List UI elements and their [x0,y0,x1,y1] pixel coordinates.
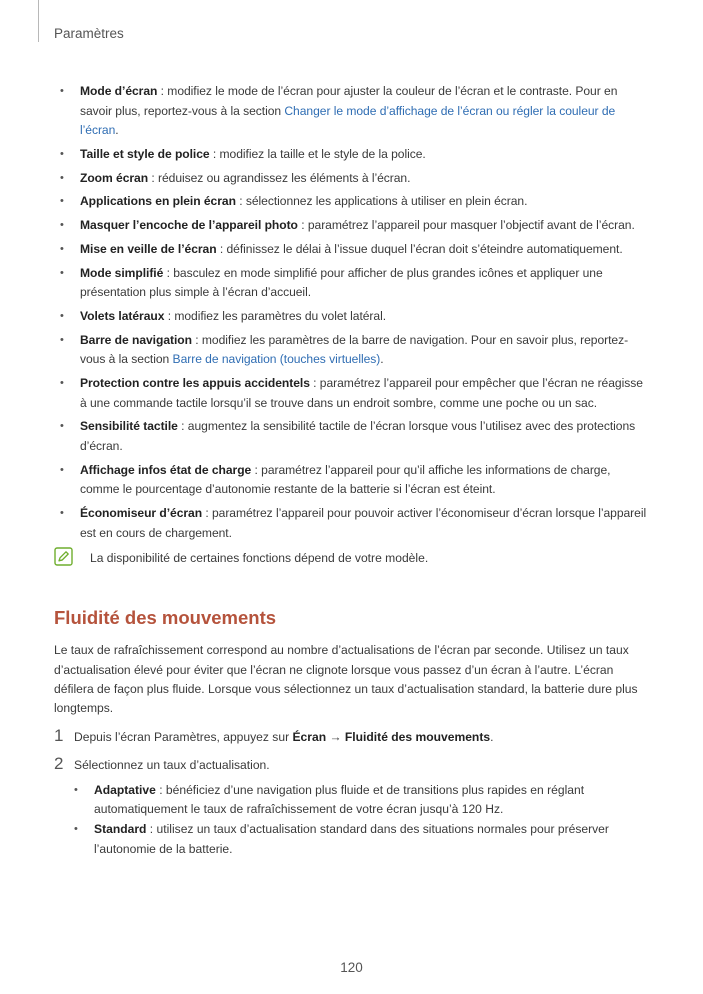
bullet-icon: • [74,783,78,796]
list-item: • Mode d’écran : modifiez le mode de l’écran pour ajuster la couleur de l’écran et le contraste. Pour en savoir plus, reportez-vous à la section Changer le mode d’affichage de l’écran ou régler la couleur de l’écran. [60,84,618,137]
bullet-icon: • [60,147,64,160]
note-text: La disponibilité de certaines fonctions dépend de votre modèle. [90,551,429,566]
page-content [54,82,650,860]
list-item: • Économiseur d’écran : paramétrez l’appareil pour pouvoir activer l’économiseur d’écran lorsque l’appareil est en cours de chargement. [60,506,647,540]
note-box [54,547,650,571]
bullet-icon: • [60,420,64,433]
list-item: • Affichage infos état de charge : paramétrez l’appareil pour qu’il affiche les informations de charge, comme le pourcentage d’autonomie restante de la batterie si l’écran est éteint. [60,462,611,497]
list-item: • Mise en veille de l’écran : définissez le délai à l’issue duquel l’écran doit s’éteindre automatiquement. [54,240,650,260]
bullet-icon: • [74,823,78,836]
bullet-icon: • [60,333,64,346]
section-title: Fluidité des mouvements [54,607,277,629]
list-item: • Volets latéraux : modifiez les paramètres du volet latéral. [54,307,650,327]
section-link[interactable]: Changer le mode d’affichage de l’écran ou régler la couleur de l’écran [80,103,616,137]
section-link[interactable]: Barre de navigation (touches virtuelles) [172,352,381,367]
bullet-icon: • [60,242,64,255]
list-item: • Standard : utilisez un taux d’actualisation standard dans des situations normales pour préserver l’autonomie de la batterie. [74,822,609,856]
header-rule [38,0,39,42]
refresh-rate-options [54,781,650,860]
bullet-icon: • [60,195,64,208]
list-item: • Mode simplifié : basculez en mode simplifié pour afficher de plus grandes icônes et appliquer une présentation plus simple à l’écran d’accueil. [60,265,603,300]
bullet-icon: • [60,463,64,476]
list-item: • Adaptative : bénéficiez d’une navigation plus fluide et de transitions plus rapides en réglant automatiquement le taux de rafraîchissement de votre écran jusqu’à 120 Hz. [74,782,585,817]
list-item: • Taille et style de police : modifiez la taille et le style de la police. [54,145,650,165]
list-item: • Masquer l’encoche de l’appareil photo : paramétrez l’appareil pour masquer l’objectif avant de l’écran. [54,216,650,236]
bullet-icon: • [60,266,64,279]
bullet-icon: • [60,377,64,390]
list-item: • Zoom écran : réduisez ou agrandissez les éléments à l’écran. [54,169,650,189]
page-number: 120 [340,960,363,975]
bullet-icon: • [60,507,64,520]
page-header-title: Paramètres [54,26,124,41]
step-number: 1 [54,725,64,745]
step-2: 2 Sélectionnez un taux d’actualisation. [54,753,270,773]
bullet-icon: • [60,171,64,184]
settings-bullet-list [54,82,650,543]
bullet-icon: • [60,310,64,323]
bullet-icon: • [60,85,64,97]
bullet-icon: • [60,219,64,232]
step-1: 1 Depuis l’écran Paramètres, appuyez sur Écran → Fluidité des mouvements. [54,725,494,745]
note-pencil-icon [54,547,73,566]
arrow-icon: → [326,729,345,744]
step-number: 2 [54,753,64,773]
list-item: • Barre de navigation : modifiez les paramètres de la barre de navigation. Pour en savoir plus, reportez-vous à la section Barre de navigation (touches virtuelles). [60,332,629,367]
list-item: • Protection contre les appuis accidentels : paramétrez l’appareil pour empêcher que l’écran ne réagisse à une commande tactile lorsqu’il se trouve dans un endroit sombre, comme une poche ou un sac. [60,376,643,410]
list-item: • Sensibilité tactile : augmentez la sensibilité tactile de l’écran lorsque vous l’utilisez avec des protections d’écran. [60,419,636,453]
list-item: • Applications en plein écran : sélectionnez les applications à utiliser en plein écran. [54,192,650,212]
section-intro: Le taux de rafraîchissement correspond au nombre d’actualisations de l’écran par seconde. Utilisez un taux d’actualisation élevé pour éviter que l’écran ne clignote lorsque vous passez d’un écran à l’autre. L’écran défilera de façon plus fluide. Lorsque vous sélectionnez un taux d’actualisation standard, la batterie dure plus longtemps. [54,643,638,716]
